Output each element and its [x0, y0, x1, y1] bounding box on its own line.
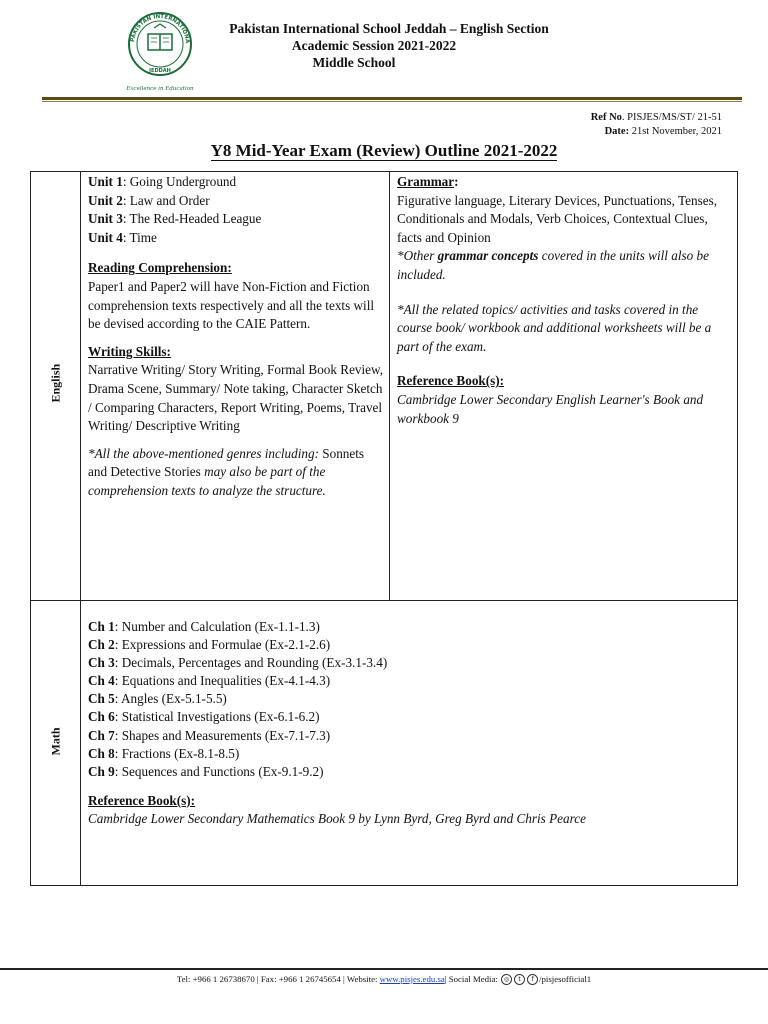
- header-divider: [42, 97, 742, 100]
- english-units-cell: [88, 173, 384, 501]
- document-date: Date: 21st November, 2021: [604, 126, 722, 137]
- subject-english: English: [48, 363, 63, 403]
- math-reference-heading: Reference Book(s):: [88, 792, 196, 808]
- grammar-heading-line: Grammar:: [397, 174, 459, 189]
- svg-text:Excellence in Education: Excellence in Education: [126, 86, 194, 92]
- svg-text:PAKISTAN INTERNATIONAL SCHOOL: PAKISTAN INTERNATIONA: [130, 13, 191, 44]
- unit-item: Unit 1: Going Underground: [88, 174, 237, 189]
- math-chapters-cell: [88, 618, 728, 828]
- english-column-divider: [389, 172, 390, 600]
- svg-text:JEDDAH: JEDDAH: [149, 68, 171, 74]
- chapter-item: Ch 6: Statistical Investigations (Ex-6.1-6.2): [88, 709, 320, 725]
- chapter-item: Ch 8: Fractions (Ex-8.1-8.5): [88, 745, 240, 761]
- grammar-note: *Other grammar concepts covered in the units will also be included.: [397, 248, 709, 282]
- english-grammar-cell: [397, 173, 731, 428]
- ref-number: Ref No. PISJES/MS/ST/ 21-51: [590, 112, 722, 123]
- math-reference-text: Cambridge Lower Secondary Mathematics Book 9 by Lynn Byrd, Greg Byrd and Chris Pearce: [88, 810, 586, 826]
- writing-text: Narrative Writing/ Story Writing, Formal Book Review, Drama Scene, Summary/ Note taking, Character Sketch / Comparing Characters, Report Writing, Poems, Travel Writing/ Descriptive Writing: [88, 362, 384, 434]
- header-divider-thin: [42, 101, 742, 102]
- unit-item: Unit 3: The Red-Headed League: [88, 211, 262, 227]
- genres-note: *All the above-mentioned genres including: Sonnets and Detective Stories may also be part of the comprehension texts to analyze the structure.: [88, 445, 365, 498]
- school-division: Middle School: [312, 55, 396, 70]
- english-reference-text: Cambridge Lower Secondary English Learner's Book and workbook 9: [397, 391, 704, 426]
- outline-table: [30, 171, 738, 886]
- chapter-item: Ch 5: Angles (Ex-5.1-5.5): [88, 691, 227, 707]
- row-divider: [31, 600, 737, 601]
- footer-divider: [0, 968, 768, 970]
- chapter-item: Ch 1: Number and Calculation (Ex-1.1-1.3): [88, 619, 320, 634]
- unit-item: Unit 2: Law and Order: [88, 192, 210, 208]
- academic-session: Academic Session 2021-2022: [291, 38, 457, 53]
- topics-note: *All the related topics/ activities and tasks covered in the course book/ workbook and additional worksheets will be a part of the exam.: [397, 301, 712, 354]
- twitter-icon[interactable]: t: [514, 974, 525, 985]
- reading-heading: Reading Comprehension:: [88, 260, 232, 276]
- chapter-item: Ch 3: Decimals, Percentages and Rounding (Ex-3.1-3.4): [88, 655, 388, 671]
- social-label: | Social Media:: [444, 974, 501, 984]
- facebook-icon[interactable]: f: [527, 974, 538, 985]
- instagram-icon[interactable]: ◎: [501, 974, 512, 985]
- school-name: Pakistan International School Jeddah – English Section: [229, 21, 549, 36]
- unit-item: Unit 4: Time: [88, 229, 157, 245]
- footer-contact: [0, 974, 768, 985]
- social-handle: /pisjesofficial1: [539, 974, 592, 984]
- writing-heading: Writing Skills:: [88, 343, 171, 359]
- subject-column-divider: [80, 172, 81, 885]
- subject-math: Math: [48, 727, 63, 756]
- chapter-item: Ch 2: Expressions and Formulae (Ex-2.1-2.6): [88, 637, 331, 653]
- grammar-text: Figurative language, Literary Devices, Punctuations, Tenses, Conditionals and Modals, Verb Choices, Contextual Clues, facts and Opinion: [397, 192, 718, 245]
- chapter-item: Ch 9: Sequences and Functions (Ex-9.1-9.2): [88, 763, 324, 779]
- english-reference-heading: Reference Book(s):: [397, 373, 505, 389]
- reference-block: [591, 111, 722, 139]
- chapter-item: Ch 7: Shapes and Measurements (Ex-7.1-7.3): [88, 727, 331, 743]
- page-title: Y8 Mid-Year Exam (Review) Outline 2021-2022: [210, 141, 558, 160]
- reading-text: Paper1 and Paper2 will have Non-Fiction and Fiction comprehension texts respectively and all the texts will be devised according to the CAIE Pattern.: [88, 278, 375, 332]
- chapter-item: Ch 4: Equations and Inequalities (Ex-4.1-4.3): [88, 673, 331, 689]
- school-header: [0, 20, 768, 71]
- website-link[interactable]: www.pisjes.edu.sa: [379, 974, 445, 984]
- contact-text: Tel: +966 1 26738670 | Fax: +966 1 26745654 | Website:: [176, 974, 380, 984]
